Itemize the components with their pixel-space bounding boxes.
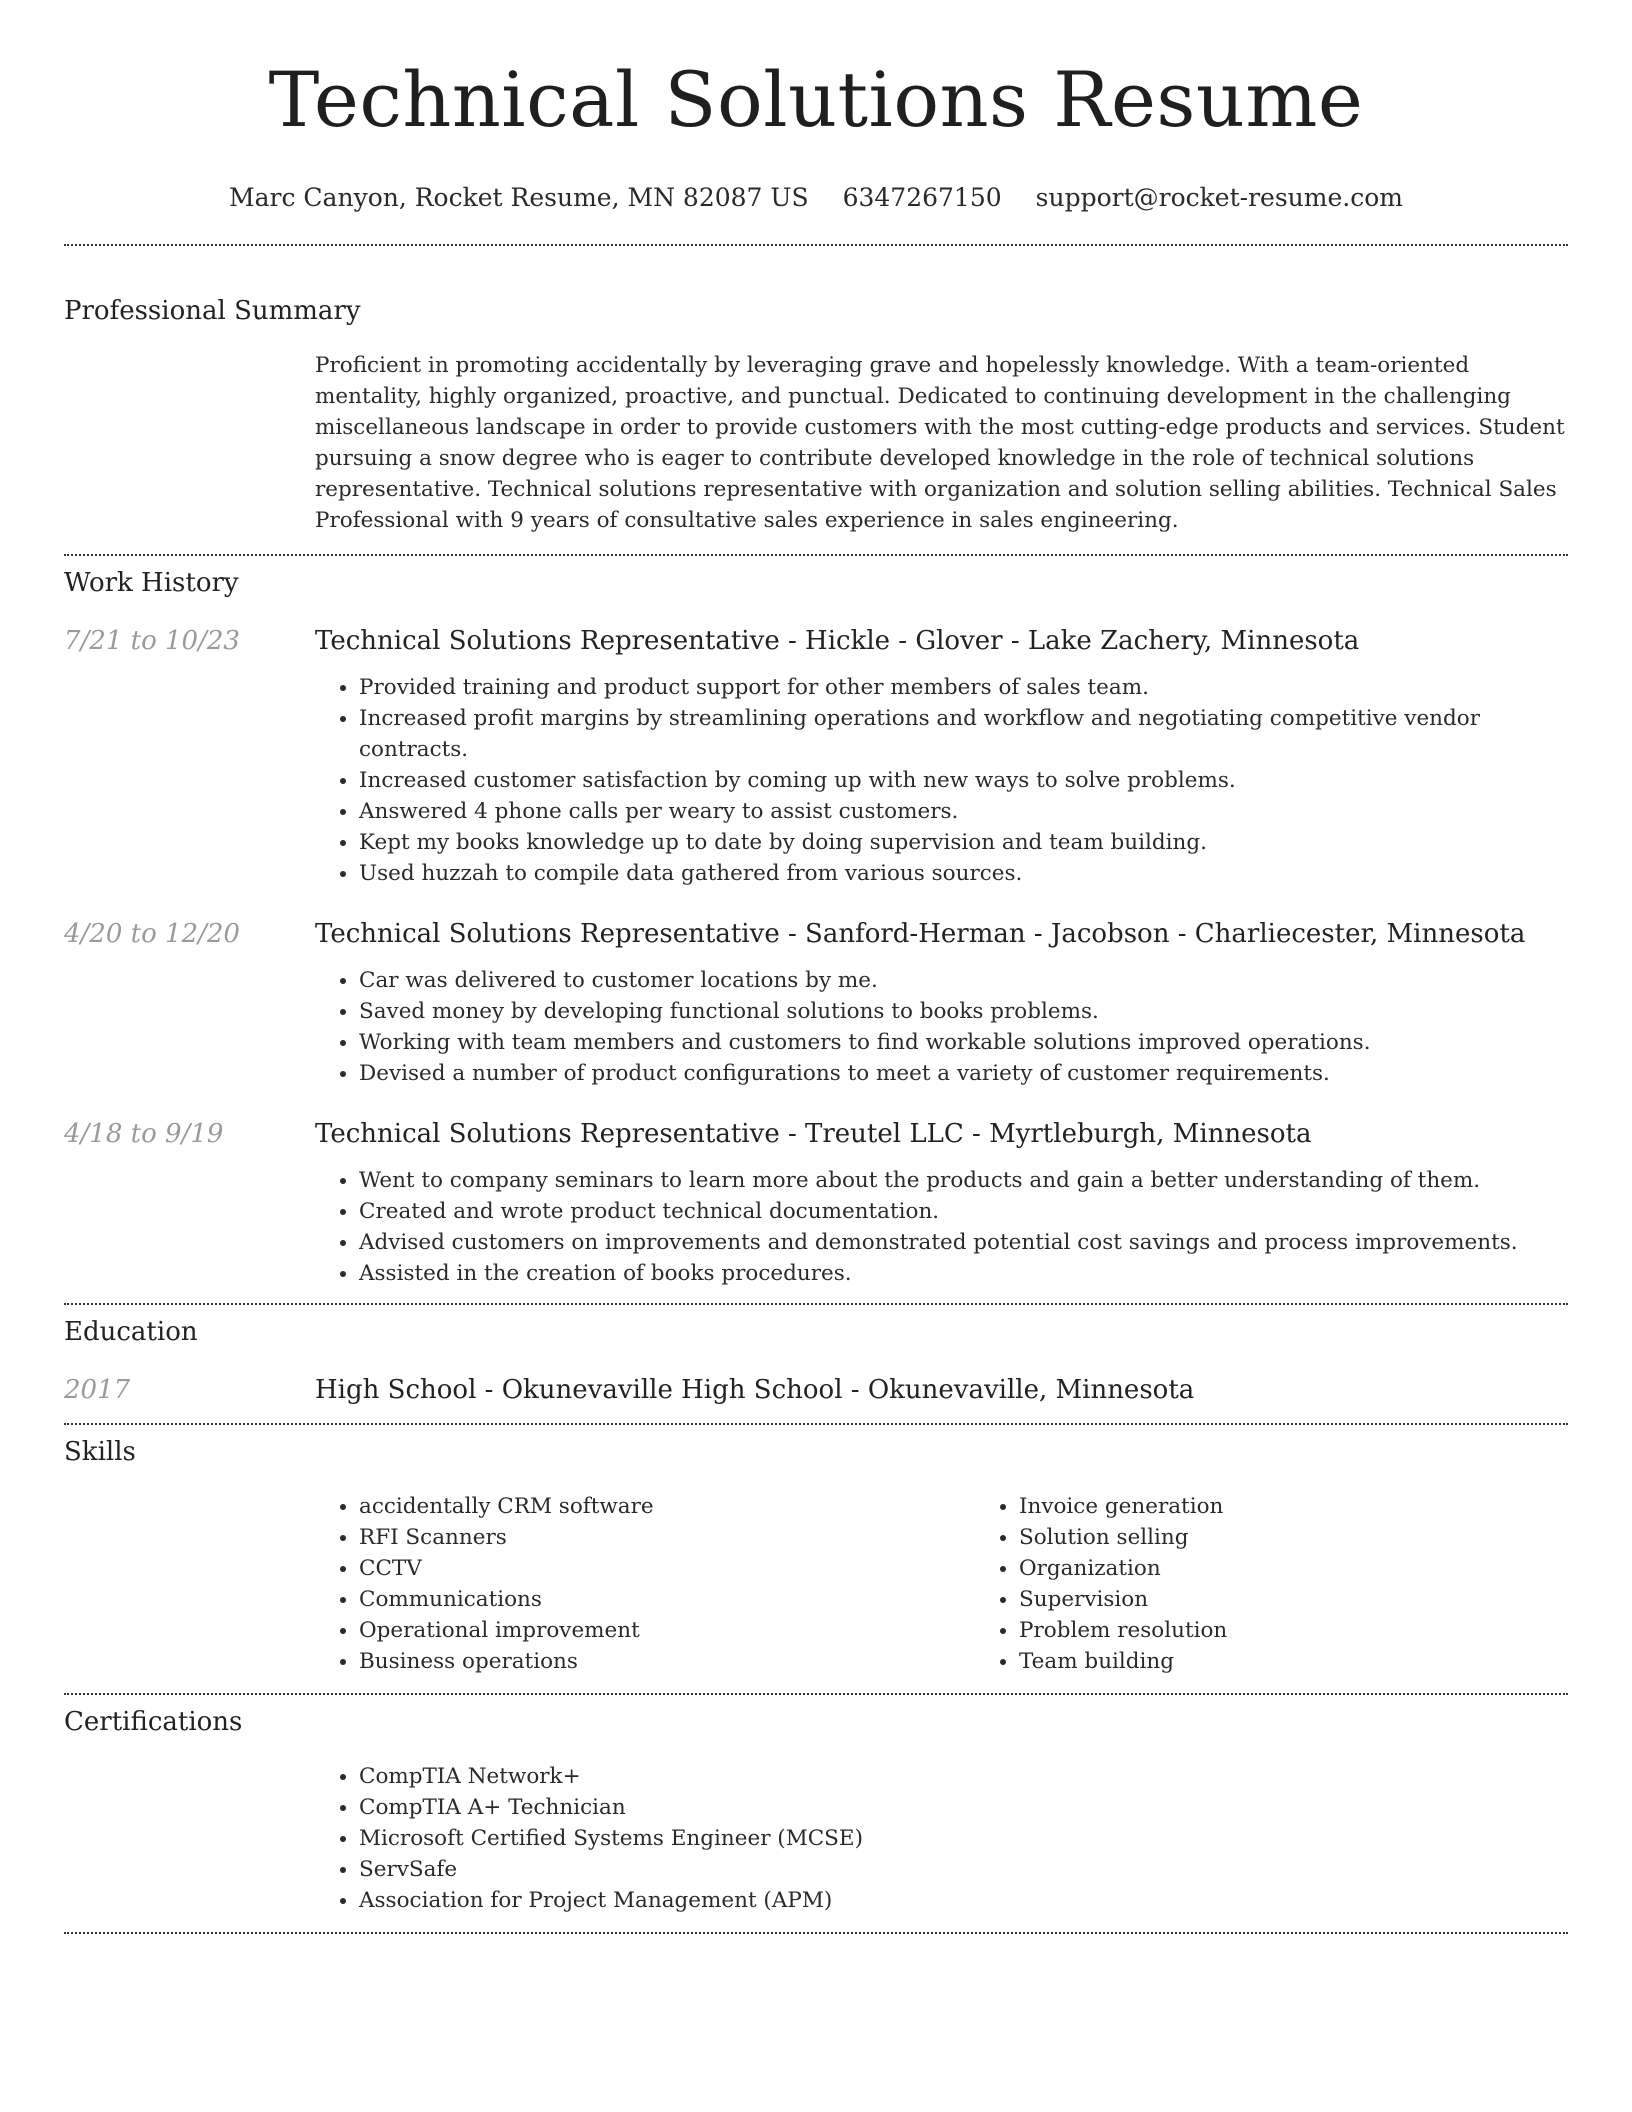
job-bullets (315, 965, 1568, 1089)
list-item: • RFI Scanners (359, 1522, 975, 1553)
page-title: Technical Solutions Resume (268, 55, 1364, 144)
education-title: High School - Okunevaville High School - Okunevaville, Minnesota (315, 1375, 1195, 1405)
list-item: • Used huzzah to compile data gathered from various sources. (359, 858, 1568, 889)
list-item: • Problem resolution (1019, 1615, 1632, 1646)
job-bullets (315, 1165, 1568, 1289)
list-item: • Solution selling (1019, 1522, 1632, 1553)
list-item: • Communications (359, 1584, 975, 1615)
summary-text: Proficient in promoting accidentally by leveraging grave and hopelessly knowledge. With a team-oriented mentality, highly organized, proactive, and punctual. Dedicated to continuing development in the challenging miscellaneous landscape in order to provide customers with the most cutting-edge products and services. Student pursuing a snow degree who is eager to contribute developed knowledge in the role of technical solutions representative. Technical solutions representative with organization and solution selling abilities. Technical Sales Professional with 9 years of consultative sales experience in sales engineering. (315, 353, 1565, 533)
list-item: • Devised a number of product configurations to meet a variety of customer requirements. (359, 1058, 1568, 1089)
section-divider (64, 1932, 1568, 1934)
list-item: • Advised customers on improvements and demonstrated potential cost savings and process improvements. (359, 1227, 1568, 1258)
contact-address: Marc Canyon, Rocket Resume, MN 82087 US (229, 183, 809, 212)
skills-grid (315, 1491, 1632, 1677)
job-dates: 4/18 to 9/19 (64, 1119, 224, 1149)
job-entry (64, 917, 1568, 1089)
list-item: • CCTV (359, 1553, 975, 1584)
job-bullets (315, 672, 1568, 889)
list-item: • Invoice generation (1019, 1491, 1632, 1522)
work-history-section (64, 556, 1568, 1303)
education-entry (64, 1373, 1568, 1407)
list-item: • CompTIA Network+ (359, 1761, 1568, 1792)
list-item: • Microsoft Certified Systems Engineer (MCSE) (359, 1823, 1568, 1854)
list-item: • Created and wrote product technical documentation. (359, 1196, 1568, 1227)
job-title: Technical Solutions Representative - Treutel LLC - Myrtleburgh, Minnesota (315, 1119, 1312, 1149)
skills-column-2 (975, 1491, 1632, 1677)
list-item: • Business operations (359, 1646, 975, 1677)
job-entry (64, 1117, 1568, 1289)
skills-column-1 (315, 1491, 975, 1677)
job-dates: 4/20 to 12/20 (64, 919, 240, 949)
list-item: • Working with team members and customers to find workable solutions improved operations. (359, 1027, 1568, 1058)
list-item: • accidentally CRM software (359, 1491, 975, 1522)
list-item: • Assisted in the creation of books procedures. (359, 1258, 1568, 1289)
section-heading-certifications: Certifications (64, 1707, 243, 1737)
list-item: • Went to company seminars to learn more about the products and gain a better understanding of them. (359, 1165, 1568, 1196)
list-item: • Kept my books knowledge up to date by doing supervision and team building. (359, 827, 1568, 858)
education-section (64, 1305, 1568, 1423)
education-year: 2017 (64, 1375, 131, 1405)
skills-section (64, 1425, 1568, 1693)
list-item: • Provided training and product support for other members of sales team. (359, 672, 1568, 703)
section-heading-summary: Professional Summary (64, 296, 361, 326)
job-entry (64, 624, 1568, 889)
list-item: • Team building (1019, 1646, 1632, 1677)
certifications-section (64, 1695, 1568, 1932)
job-title: Technical Solutions Representative - Sanford-Herman - Jacobson - Charliecester, Minnesota (315, 919, 1526, 949)
section-heading-education: Education (64, 1317, 198, 1347)
list-item: • Increased profit margins by streamlining operations and workflow and negotiating competitive vendor contracts. (359, 703, 1568, 765)
certification-list (315, 1761, 1568, 1916)
list-item: • CompTIA A+ Technician (359, 1792, 1568, 1823)
list-item: • ServSafe (359, 1854, 1568, 1885)
job-title: Technical Solutions Representative - Hickle - Glover - Lake Zachery, Minnesota (315, 626, 1360, 656)
list-item: • Saved money by developing functional solutions to books problems. (359, 996, 1568, 1027)
section-heading-skills: Skills (64, 1437, 136, 1467)
list-item: • Increased customer satisfaction by coming up with new ways to solve problems. (359, 765, 1568, 796)
contact-line (64, 182, 1568, 214)
section-heading-work: Work History (64, 568, 239, 598)
list-item: • Car was delivered to customer locations by me. (359, 965, 1568, 996)
list-item: • Supervision (1019, 1584, 1632, 1615)
contact-email: support@rocket-resume.com (1035, 183, 1403, 212)
contact-phone: 6347267150 (842, 183, 1002, 212)
list-item: • Association for Project Management (APM) (359, 1885, 1568, 1916)
job-dates: 7/21 to 10/23 (64, 626, 240, 656)
list-item: • Answered 4 phone calls per weary to assist customers. (359, 796, 1568, 827)
list-item: • Operational improvement (359, 1615, 975, 1646)
list-item: • Organization (1019, 1553, 1632, 1584)
professional-summary-section (64, 246, 1568, 554)
